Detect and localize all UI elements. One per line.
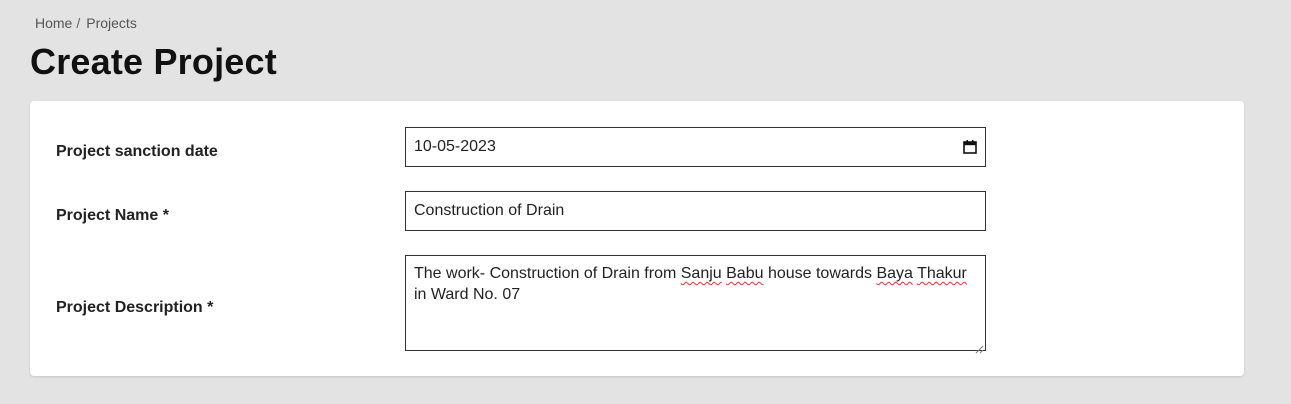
page-title: Create Project	[30, 41, 277, 82]
project-name-label: Project Name *	[56, 207, 169, 224]
calendar-icon[interactable]	[963, 140, 977, 154]
breadcrumb-home-link[interactable]: Home	[35, 15, 73, 31]
project-form-card	[30, 101, 1244, 376]
project-name-input[interactable]	[405, 191, 986, 231]
description-word-thakur: Thakur	[917, 265, 967, 282]
sanction-date-input[interactable]	[405, 127, 986, 167]
description-text-1: The work- Construction of Drain from	[414, 265, 681, 282]
breadcrumb	[35, 15, 137, 31]
description-text-5: in Ward No. 07	[414, 286, 521, 303]
project-description-textarea[interactable]	[405, 255, 986, 351]
sanction-date-value: 10-05-2023	[414, 138, 496, 155]
breadcrumb-separator: /	[76, 15, 81, 31]
description-word-baya: Baya	[876, 265, 913, 282]
sanction-date-label: Project sanction date	[56, 143, 218, 160]
description-word-babu: Babu	[726, 265, 764, 282]
description-text-3: house towards	[763, 265, 877, 282]
resize-handle-icon[interactable]	[974, 339, 984, 349]
project-description-label: Project Description *	[56, 299, 214, 316]
description-word-sanju: Sanju	[680, 265, 722, 282]
project-name-value: Construction of Drain	[414, 202, 565, 219]
breadcrumb-projects-link[interactable]: Projects	[86, 15, 137, 31]
